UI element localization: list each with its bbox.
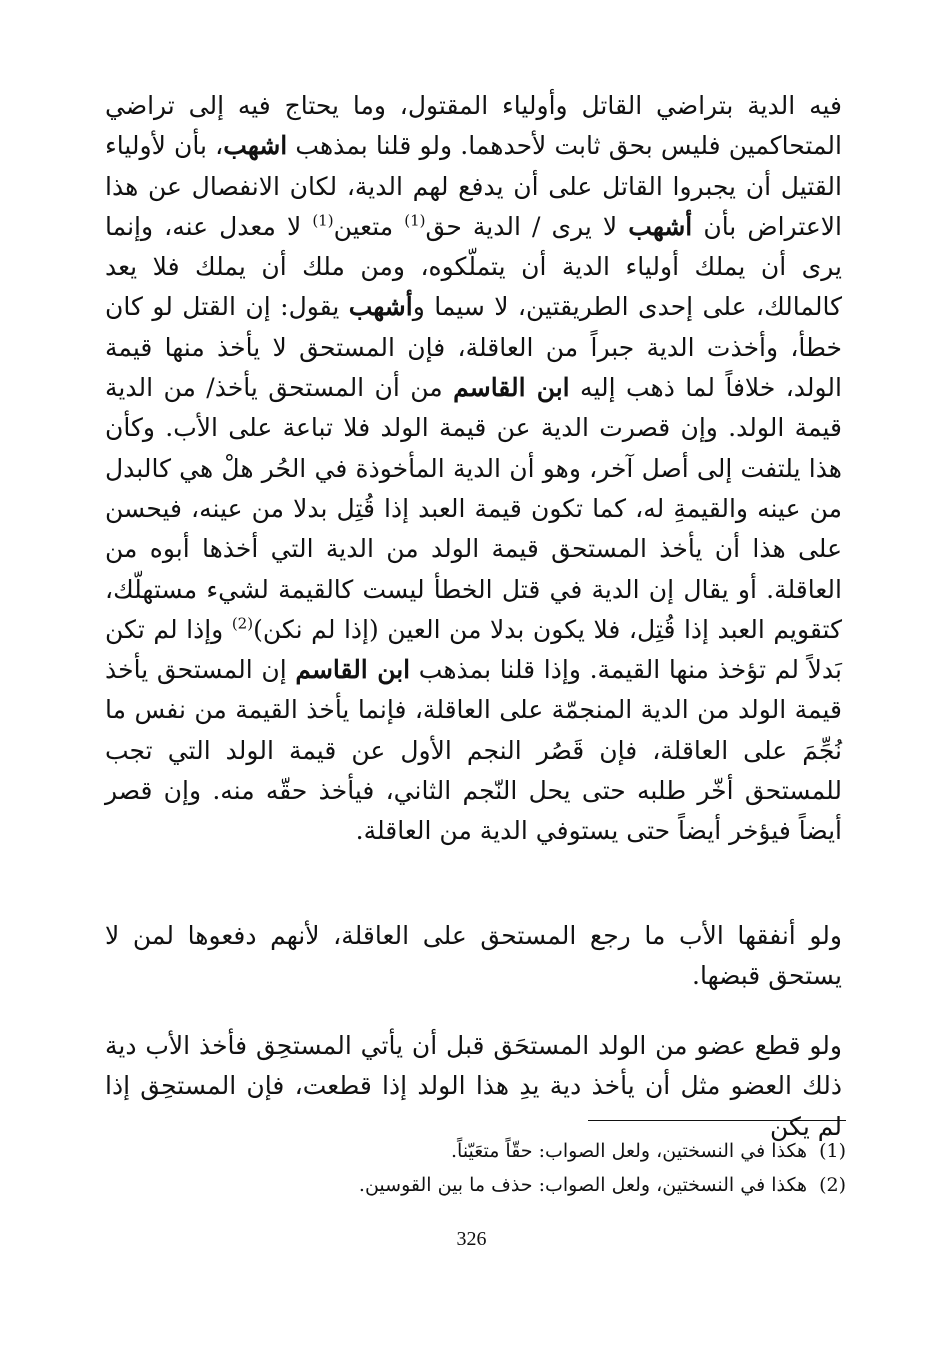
footnote-marker-1: (1) bbox=[404, 211, 426, 230]
bold-name: أشهب bbox=[348, 292, 413, 322]
text-run: وإذا لم تكن بَدلاً لم تؤخذ منها القيمة. وإذا قلنا بمذهب bbox=[105, 614, 842, 685]
text-run: إن المستحق يأخذ قيمة الولد من الدية المنجمّة على العاقلة، فإنما يأخذ القيمة من نفس ما نُجِّمَ على العاقلة، فإن قَصُر النجم الأول عن قيمة الولد التي تجب للمستحق أخّر طلبه حتى يحل النّجم الثاني، فيأخذ حقّه منه. وإن قصر أيضاً فيؤخر أيضاً حتى يستوفي الدية من العاقلة. bbox=[105, 655, 842, 846]
text-run: لا يرى / الدية حق bbox=[425, 211, 629, 241]
page-number: 326 bbox=[456, 1228, 487, 1250]
footnote-marker-2: (2) bbox=[231, 614, 254, 633]
footnote-number: (2) bbox=[819, 1174, 846, 1196]
text-run: يقول: إن القتل لو كان خطأ، وأخذت الدية جبراً من العاقلة، فإن المستحق لا يأخذ منها قيمة الولد، خلافاً لما ذهب إليه bbox=[105, 292, 842, 403]
footnote-number: (1) bbox=[819, 1140, 846, 1162]
text-run: لا معدل عنه، وإنما يرى أن يملك أولياء الدية أن يتملّكوه، ومن ملك أن يملك فلا يعد كالمالك، على إحدى الطريقتين، لا سيما و bbox=[105, 211, 842, 322]
footnote-1 bbox=[300, 1134, 846, 1168]
footnote-marker-1b: (1) bbox=[312, 211, 334, 230]
footnote-2 bbox=[300, 1168, 846, 1202]
paragraph-1 bbox=[105, 86, 842, 892]
text-run: ، بأن لأولياء القتيل أن يجبروا القاتل على أن يدفع لهم الدية، لكان الانفصال عن هذا الاعتراض بأن bbox=[105, 131, 842, 241]
footnote-text: هكذا في النسختين، ولعل الصواب: حقّاً متعَيّناً. bbox=[451, 1140, 807, 1162]
footnotes bbox=[300, 1134, 846, 1202]
bold-name: أشهب bbox=[628, 211, 693, 241]
bold-name: ابن القاسم bbox=[453, 373, 570, 403]
text-run: من أن المستحق يأخذ/ من الدية قيمة الولد. وإن قصرت الدية عن قيمة الولد فلا تباعة على الأب. وكأن هذا يلتفت إلى أصل آخر، وهو أن الدية المأخوذة في الحُر هلْ هي كالبدل من عينه والقيمةِ له، كما تكون قيمة العبد إذا قُتِل بدلا من عينه، فيحسن على هذا أن يأخذ المستحق قيمة الولد من الدية التي أخذها أبوه من العاقلة. أو يقال إن الدية في قتل الخطأ ليست كالقيمة لشيء مستهلّك، كتقويم العبد إذا قُتِل، فلا يكون بدلا من العين (إذا لم نكن) bbox=[105, 373, 842, 644]
text-run: متعين bbox=[333, 211, 405, 241]
footnote-text: هكذا في النسختين، ولعل الصواب: حذف ما بين القوسين. bbox=[358, 1174, 807, 1196]
page-body bbox=[105, 86, 842, 1141]
bold-name: ابن القاسم bbox=[295, 655, 411, 685]
text-run: فيه الدية بتراضي القاتل وأولياء المقتول، وما يحتاج فيه إلى تراضي المتحاكمين فليس بحق ثابت لأحدهما. ولو قلنا بمذهب bbox=[105, 91, 842, 161]
paragraph-3: ولو قطع عضو من الولد المستحَق قبل أن يأتي المستحِق فأخذ الأب دية ذلك العضو مثل أن يأخذ دية يدِ هذا الولد إذا قطعت، فإن المستحِق إذا لم يكن bbox=[105, 1031, 842, 1141]
paragraph-2: ولو أنفقها الأب ما رجع المستحق على العاقلة، لأنهم دفعوها لمن لا يستحق قبضها. bbox=[105, 921, 842, 991]
footnote-divider bbox=[588, 1120, 846, 1121]
bold-name: اشهب bbox=[223, 131, 288, 161]
